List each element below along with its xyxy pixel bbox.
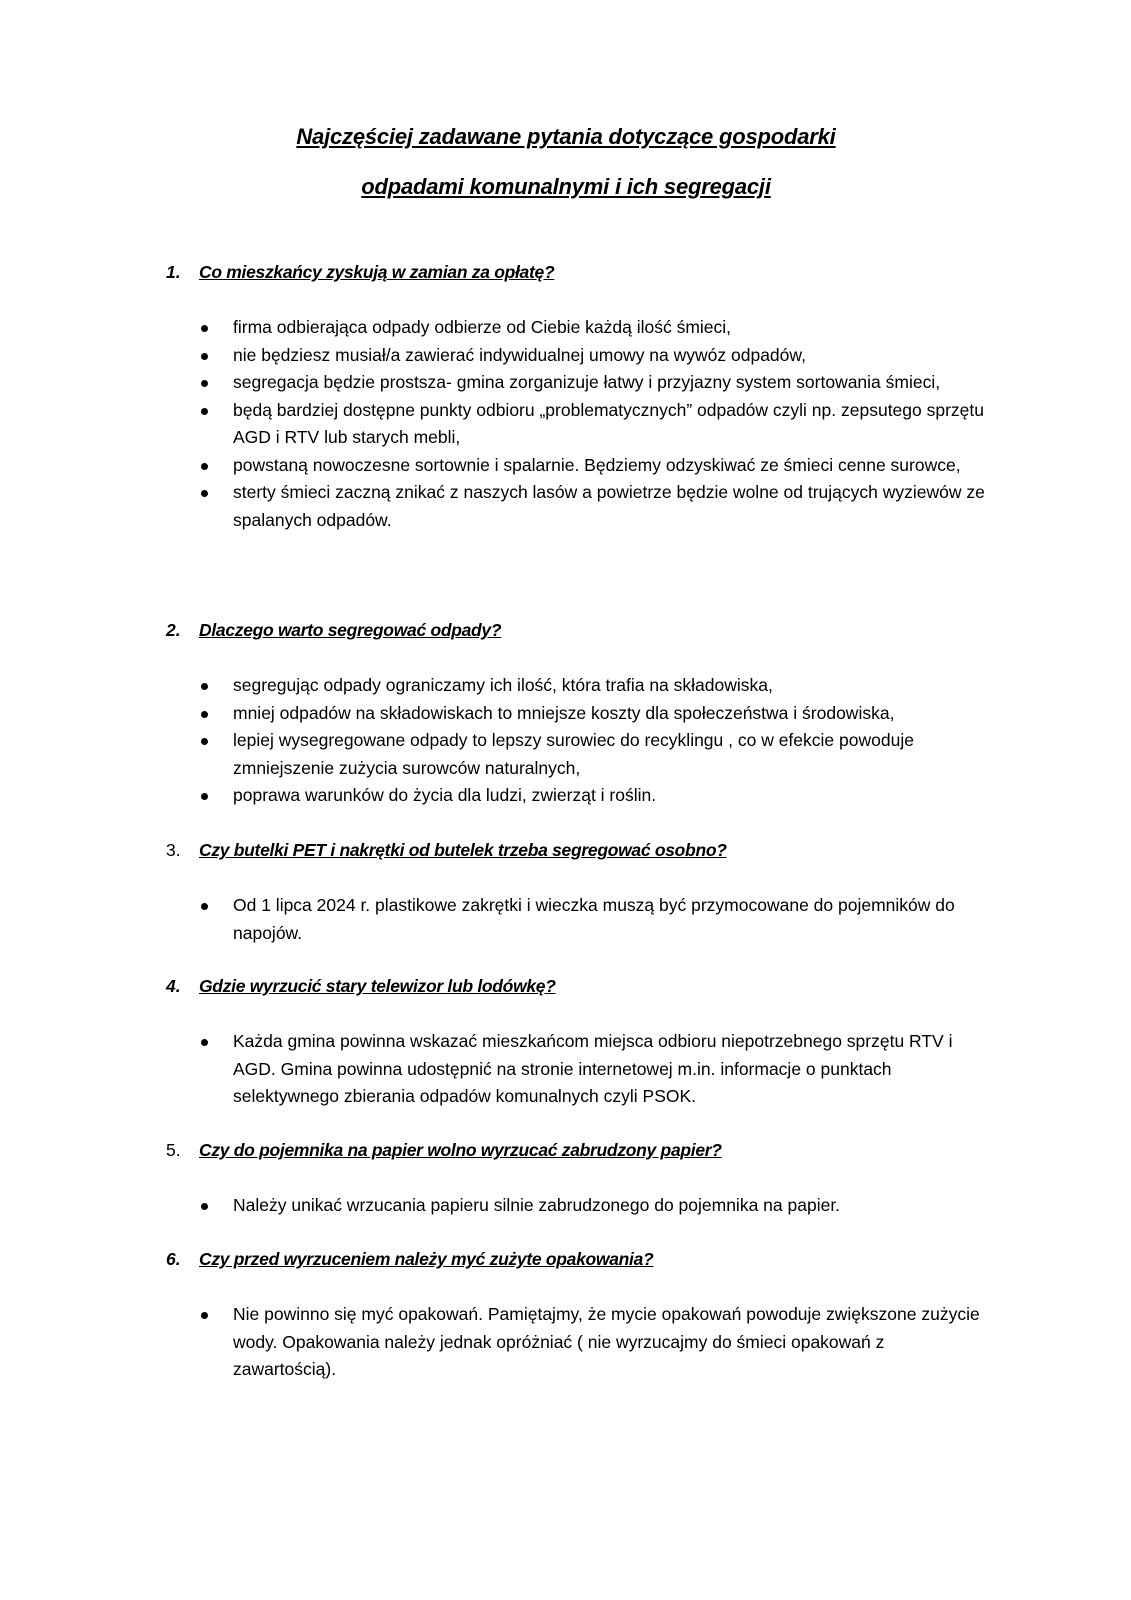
question-text: Czy butelki PET i nakrętki od butelek trzeba segregować osobno?: [199, 840, 727, 860]
bullet-icon: [201, 380, 208, 387]
document-title-line-1: Najczęściej zadawane pytania dotyczące gospodarki: [296, 124, 836, 149]
answer-text: Każda gmina powinna wskazać mieszkańcom miejsca odbioru niepotrzebnego sprzętu RTV i AGD. Gmina powinna udostępnić na stronie internetowej m.in. informacje o punktach selektywnego zbierania odpadów komunalnych czyli PSOK.: [233, 1031, 953, 1106]
list-item: [198, 782, 988, 810]
answer-text: mniej odpadów na składowiskach to mniejsze koszty dla społeczeństwa i środowiska,: [233, 702, 895, 723]
question-number: 4.: [166, 976, 181, 996]
answer-text: segregacja będzie prostsza- gmina zorganizuje łatwy i przyjazny system sortowania śmieci,: [233, 372, 941, 392]
bullet-icon: [201, 463, 208, 470]
question-text: Co mieszkańcy zyskują w zamian za opłatę?: [199, 262, 555, 282]
bullet-icon: [201, 325, 208, 332]
bullet-icon: [201, 1039, 208, 1046]
list-item: [198, 1028, 988, 1111]
bullet-icon: [201, 711, 208, 718]
question-number: 2.: [166, 620, 181, 640]
answer-list-4: [198, 1028, 988, 1111]
list-item: [198, 369, 988, 397]
list-item: [198, 342, 988, 370]
question-number: 5.: [166, 1140, 181, 1160]
question-number: 1.: [166, 262, 181, 282]
bullet-icon: [201, 738, 208, 745]
question-text: Czy przed wyrzuceniem należy myć zużyte opakowania?: [199, 1249, 654, 1269]
question-number: 3.: [166, 840, 181, 860]
answer-text: powstaną nowoczesne sortownie i spalarnie. Będziemy odzyskiwać ze śmieci cenne surowce,: [233, 454, 961, 475]
answer-text: Od 1 lipca 2024 r. plastikowe zakrętki i wieczka muszą być przymocowane do pojemników do napojów.: [233, 895, 955, 943]
list-item: [198, 727, 988, 782]
question-text: Dlaczego warto segregować odpady?: [199, 620, 502, 640]
answer-list-3: [198, 892, 988, 947]
list-item: [198, 479, 988, 534]
list-item: [198, 672, 988, 700]
bullet-icon: [201, 1203, 208, 1210]
bullet-icon: [201, 683, 208, 690]
list-item: [198, 892, 988, 947]
answer-text: sterty śmieci zaczną znikać z naszych lasów a powietrze będzie wolne od trujących wyziewów ze spalanych odpadów.: [233, 482, 985, 530]
bullet-icon: [201, 1312, 208, 1319]
bullet-icon: [201, 490, 208, 497]
answer-text: firma odbierająca odpady odbierze od Ciebie każdą ilość śmieci,: [233, 317, 732, 337]
question-text: Gdzie wyrzucić stary telewizor lub lodówkę?: [199, 976, 556, 996]
answer-text: nie będziesz musiał/a zawierać indywidualnej umowy na wywóz odpadów,: [233, 344, 806, 365]
answer-text: Nie powinno się myć opakowań. Pamiętajmy, że mycie opakowań powoduje zwiększone zużycie wody. Opakowania należy jednak opróżniać ( nie wyrzucajmy do śmieci opakowań z zawartością).: [233, 1304, 980, 1379]
list-item: [198, 452, 988, 480]
answer-list-6: [198, 1301, 988, 1384]
answer-list-1: [198, 314, 988, 534]
answer-list-5: [198, 1192, 988, 1220]
question-text: Czy do pojemnika na papier wolno wyrzucać zabrudzony papier?: [199, 1140, 722, 1160]
list-item: [198, 397, 988, 452]
answer-text: będą bardziej dostępne punkty odbioru „problematycznych” odpadów czyli np. zepsutego sprzętu AGD i RTV lub starych mebli,: [233, 399, 985, 447]
list-item: [198, 700, 988, 728]
list-item: [198, 1301, 988, 1384]
answer-list-2: [198, 672, 988, 810]
bullet-icon: [201, 903, 208, 910]
answer-text: lepiej wysegregowane odpady to lepszy surowiec do recyklingu , co w efekcie powoduje zmniejszenie zużycia surowców naturalnych,: [233, 730, 914, 778]
bullet-icon: [201, 408, 208, 415]
list-item: [198, 314, 988, 342]
list-item: [198, 1192, 988, 1220]
bullet-icon: [201, 353, 208, 360]
answer-text: Należy unikać wrzucania papieru silnie zabrudzonego do pojemnika na papier.: [233, 1195, 841, 1215]
bullet-icon: [201, 793, 208, 800]
document-title-line-2: odpadami komunalnymi i ich segregacji: [361, 174, 771, 199]
answer-text: segregując odpady ograniczamy ich ilość, która trafia na składowiska,: [233, 675, 773, 695]
question-number: 6.: [166, 1249, 181, 1269]
answer-text: poprawa warunków do życia dla ludzi, zwierząt i roślin.: [233, 785, 657, 805]
